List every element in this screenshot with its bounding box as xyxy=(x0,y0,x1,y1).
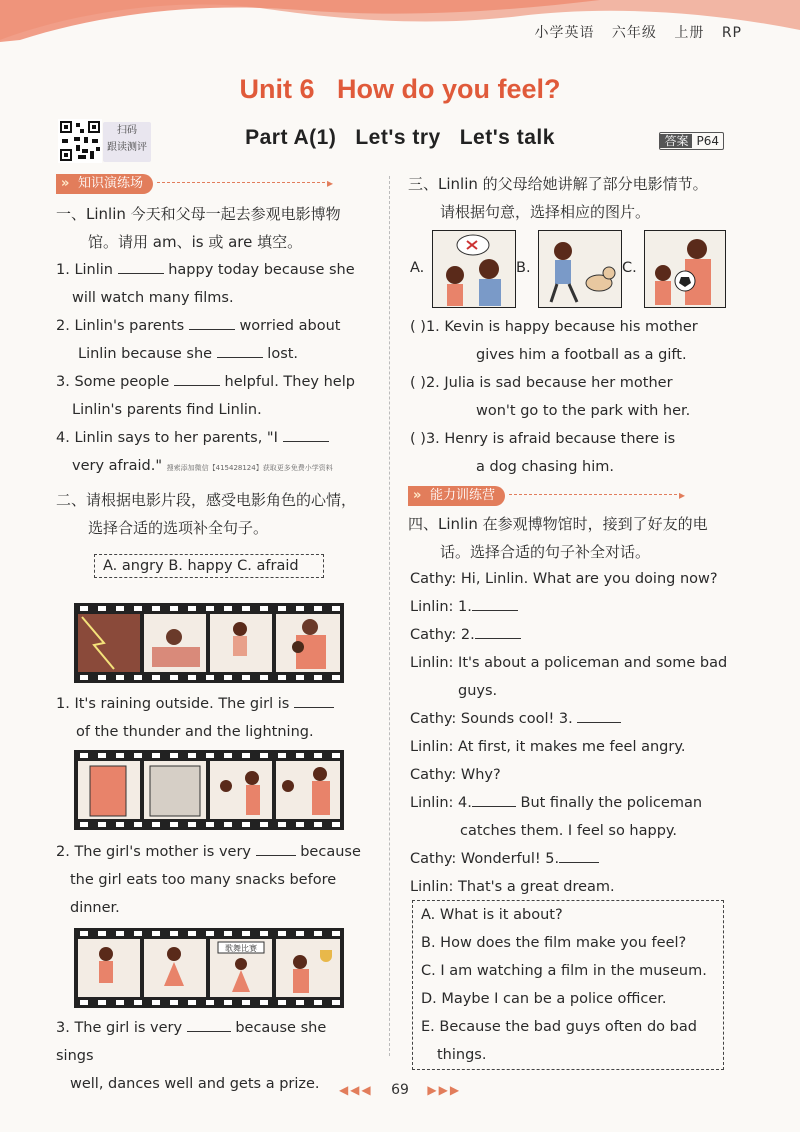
q2-s2-line2: the girl eats too many snacks before xyxy=(70,872,337,888)
speaker: Linlin: xyxy=(410,599,454,615)
dialog-text: 2. xyxy=(460,627,475,643)
q3-item-1-line2: gives him a football as a gift. xyxy=(476,347,687,363)
q1-item-1 xyxy=(56,256,368,284)
q3-heading-line1: 三、Linlin 的父母给她讲解了部分电影情节。 xyxy=(408,175,708,193)
q2-sentence-1 xyxy=(56,690,368,746)
header-subject: 小学英语 xyxy=(534,25,595,41)
q2-options-box: A. angry B. happy C. afraid xyxy=(94,554,324,578)
q4-heading xyxy=(408,510,708,566)
dialog-text: 4. xyxy=(458,795,472,811)
dialog-text: guys. xyxy=(458,683,498,699)
q4-dialog xyxy=(410,565,730,901)
dialog-line xyxy=(410,789,730,817)
dialog-text: That's a great dream. xyxy=(458,879,615,895)
section-ribbon-ability: » 能力训练营 ▸ xyxy=(408,484,685,506)
dialog-text: Wonderful! 5. xyxy=(460,851,560,867)
q1-item-4-end: very afraid." xyxy=(72,458,163,474)
dialog-text: But finally the policeman xyxy=(520,795,703,811)
q4-heading-line1: 四、Linlin 在参观博物馆时，接到了好友的电 xyxy=(408,515,708,533)
choice-d: D. Maybe I can be a police officer. xyxy=(421,991,667,1007)
qr-label-2: 跟读测评 xyxy=(107,142,147,153)
q1-item-2-line2: Linlin because she xyxy=(78,346,213,362)
answer-blank[interactable] xyxy=(189,329,235,330)
speaker: Cathy: xyxy=(410,571,457,587)
q3-picture-c xyxy=(644,230,726,308)
part-subtitle: Part A(1) Let's try Let's talk xyxy=(245,126,555,149)
q2-s3-start: 3. The girl is very xyxy=(56,1020,183,1036)
speaker: Cathy: xyxy=(410,767,457,783)
speaker: Linlin: xyxy=(410,795,454,811)
film-strip-2 xyxy=(74,750,344,830)
q3-items xyxy=(410,313,730,481)
q1-item-3-mid: helpful. They help xyxy=(224,374,355,390)
speaker: Cathy: xyxy=(410,711,457,727)
contest-sign-text: 歌舞比赛 xyxy=(225,944,257,953)
q1-item-2-end: lost. xyxy=(267,346,299,362)
q1-item-1-mid: happy today because she xyxy=(168,262,355,278)
q1-item-2-mid: worried about xyxy=(239,318,341,334)
dialog-text: catches them. I feel so happy. xyxy=(460,823,678,839)
dialog-line xyxy=(410,621,730,649)
q3-heading xyxy=(408,170,708,226)
answer-paren[interactable]: ( ) xyxy=(410,431,426,447)
answer-blank[interactable] xyxy=(256,855,296,856)
dialog-text: It's about a policeman and some bad xyxy=(458,655,728,671)
film-strip-3 xyxy=(74,928,344,1008)
dialog-text: At first, it makes me feel angry. xyxy=(458,739,686,755)
choice-c: C. I am watching a film in the museum. xyxy=(421,963,707,979)
q2-heading xyxy=(56,486,356,542)
speaker: Cathy: xyxy=(410,627,457,643)
q3-picture-a xyxy=(432,230,516,308)
answer-blank[interactable] xyxy=(577,722,621,723)
q2-heading-line2: 选择合适的选项补全句子。 xyxy=(88,519,269,537)
answer-badge[interactable] xyxy=(659,132,724,150)
q3-item-1-line1: 1. Kevin is happy because his mother xyxy=(425,319,698,335)
page-number: 69 xyxy=(391,1082,409,1098)
speaker: Linlin: xyxy=(410,879,454,895)
q1-item-2 xyxy=(56,312,368,340)
prev-arrows-icon: ◀◀◀ xyxy=(338,1083,373,1097)
film-strip-1 xyxy=(74,603,344,683)
q2-s1-start: 1. It's raining outside. The girl is xyxy=(56,696,290,712)
answer-paren[interactable]: ( ) xyxy=(410,375,426,391)
q3-item-3-line2: a dog chasing him. xyxy=(476,459,614,475)
answer-blank[interactable] xyxy=(283,441,329,442)
q2-s2-mid: because xyxy=(300,844,361,860)
page-header xyxy=(522,22,742,42)
answer-blank[interactable] xyxy=(472,610,518,611)
answer-blank[interactable] xyxy=(294,707,334,708)
answer-blank[interactable] xyxy=(475,638,521,639)
answer-paren[interactable]: ( ) xyxy=(410,319,426,335)
header-volume: 上册 xyxy=(674,25,705,41)
section-ability-label: » 能力训练营 xyxy=(408,486,505,506)
q3-item-3-line1: 3. Henry is afraid because there is xyxy=(425,431,676,447)
answer-blank[interactable] xyxy=(217,357,263,358)
dialog-line xyxy=(410,761,730,789)
choice-a: A. What is it about? xyxy=(421,907,563,923)
q1-item-3 xyxy=(56,368,368,396)
q1-heading-line1: 一、Linlin 今天和父母一起去参观电影博物 xyxy=(56,205,341,223)
answer-page: P64 xyxy=(696,134,719,148)
section-practice-label: » 知识演练场 xyxy=(56,174,153,194)
q1-heading xyxy=(56,200,341,256)
answer-blank[interactable] xyxy=(118,273,164,274)
section-ribbon-practice: » 知识演练场 ▸ xyxy=(56,172,333,194)
header-edition: RP xyxy=(721,25,742,41)
speaker: Linlin: xyxy=(410,739,454,755)
qr-label-1: 扫码 xyxy=(117,125,137,136)
answer-label: 答案 xyxy=(660,134,692,148)
q3-heading-line2: 请根据句意，选择相应的图片。 xyxy=(440,203,651,221)
dialog-text: Hi, Linlin. What are you doing now? xyxy=(460,571,718,587)
q3-item-2-line2: won't go to the park with her. xyxy=(476,403,691,419)
q2-s2-end: dinner. xyxy=(70,900,120,916)
q3-pic-label-c: C. xyxy=(622,260,637,276)
dialog-line xyxy=(410,705,730,733)
page-footer xyxy=(0,1082,800,1098)
unit-title: Unit 6 How do you feel? xyxy=(239,74,561,104)
choice-b: B. How does the film make you feel? xyxy=(421,935,687,951)
answer-blank[interactable] xyxy=(187,1031,231,1032)
q1-item-4-start: 4. Linlin says to her parents, "I xyxy=(56,430,278,446)
dialog-line xyxy=(410,873,730,901)
q3-item-2-line1: 2. Julia is sad because her mother xyxy=(425,375,673,391)
q2-heading-line1: 二、请根据电影片段，感受电影角色的心情， xyxy=(56,491,357,509)
header-grade: 六年级 xyxy=(611,25,657,41)
q4-heading-line2: 话。选择合适的句子补全对话。 xyxy=(440,543,651,561)
dialog-text: Sounds cool! 3. xyxy=(460,711,573,727)
q1-item-4 xyxy=(56,424,368,452)
q2-s1-end: of the thunder and the lightning. xyxy=(76,724,314,740)
answer-blank[interactable] xyxy=(174,385,220,386)
q2-s2-start: 2. The girl's mother is very xyxy=(56,844,251,860)
watermark-text: 搜索添加微信【415428124】获取更多免费小学资料 xyxy=(166,464,333,472)
next-arrows-icon: ▶▶▶ xyxy=(427,1083,462,1097)
dialog-text: 1. xyxy=(458,599,472,615)
q3-picture-b xyxy=(538,230,622,308)
q1-heading-line2: 馆。请用 am、is 或 are 填空。 xyxy=(88,233,303,251)
dialog-line xyxy=(410,565,730,593)
speaker: Cathy: xyxy=(410,851,457,867)
q1-item-3-start: 3. Some people xyxy=(56,374,170,390)
q2-sentence-2 xyxy=(56,838,368,922)
q3-item-3 xyxy=(410,425,730,453)
choice-e: E. Because the bad guys often do bad xyxy=(421,1019,697,1035)
q1-item-3-end: Linlin's parents find Linlin. xyxy=(72,402,262,418)
q4-choices-box xyxy=(412,900,724,1070)
dialog-line xyxy=(410,845,730,873)
answer-blank[interactable] xyxy=(559,862,599,863)
speaker: Linlin: xyxy=(410,655,454,671)
q2-s3-end: well, dances well and gets a prize. xyxy=(70,1076,320,1092)
q1-item-1-start: 1. Linlin xyxy=(56,262,113,278)
column-divider xyxy=(389,176,390,1056)
q1-item-1-end: will watch many films. xyxy=(72,290,234,306)
q3-pic-label-b: B. xyxy=(516,260,531,276)
dialog-line xyxy=(410,593,730,621)
q1-item-2-start: 2. Linlin's parents xyxy=(56,318,185,334)
dialog-line xyxy=(410,733,730,761)
choice-e-cont: things. xyxy=(437,1047,487,1063)
dialog-text: Why? xyxy=(460,767,501,783)
q3-pic-label-a: A. xyxy=(410,260,425,276)
answer-blank[interactable] xyxy=(472,806,516,807)
q3-item-2 xyxy=(410,369,730,397)
q2-s3-mid: because she sings xyxy=(56,1020,327,1064)
dialog-line xyxy=(410,649,730,677)
q3-item-1 xyxy=(410,313,730,341)
q1-items xyxy=(56,256,368,482)
